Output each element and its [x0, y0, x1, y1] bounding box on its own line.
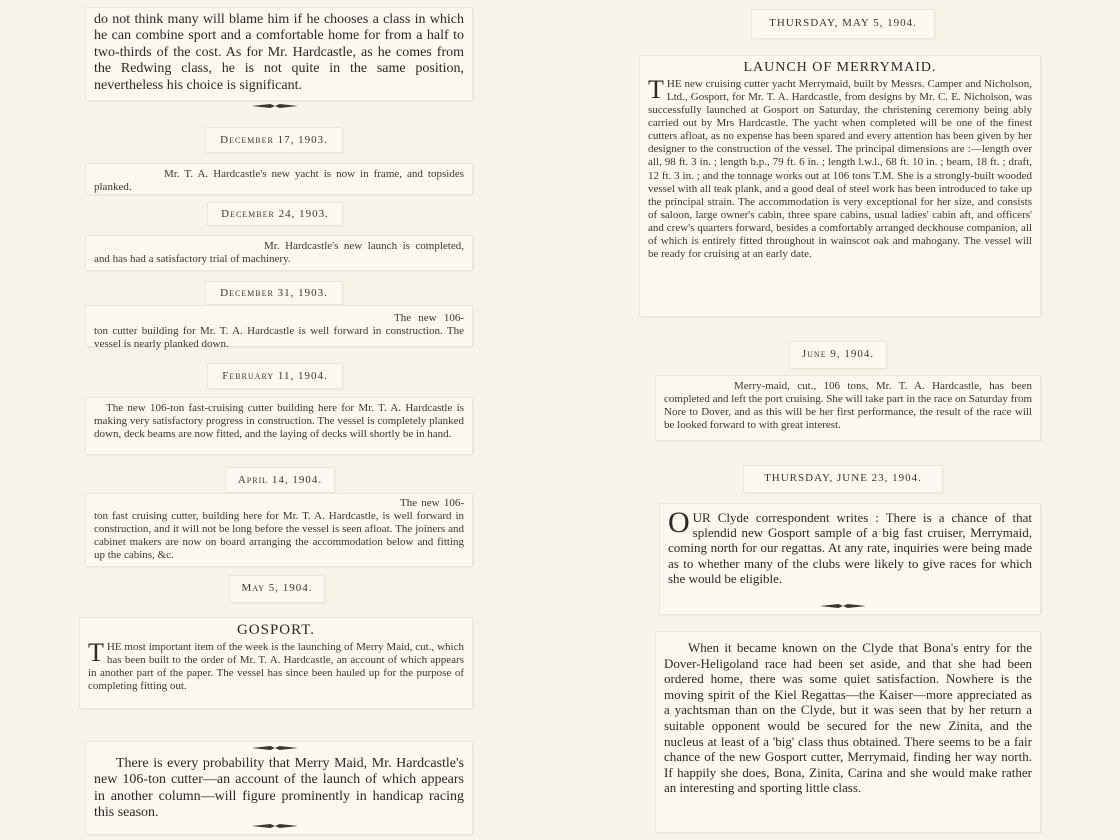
feb11-text: The new 106-ton fast-cruising cutter building here for Mr. T. A. Hardcastle is making very satisfactory progress in construction. The vessel is completely planked down, deck beams are now fitted, and the laying of decks will shortly be in hand. — [94, 402, 464, 440]
clip-dec17 — [86, 164, 472, 194]
clip-date-may5 — [752, 10, 934, 38]
top-paragraph-text: do not think many will blame him if he chooses a class in which he can combine sport and a comfortable home for from a half to two-thirds of the cost. As for Mr. Hardcastle, as he comes from the Redwing class, he is not quite in the same position, nevertheless his choice is significant. — [94, 12, 464, 93]
clip-bona — [656, 632, 1040, 832]
launch-body — [648, 75, 1032, 261]
clyde-text: UR Clyde correspondent writes : There is a chance of that splendid new Gosport sample of a big fast cruiser, Merrymaid, coming north for our regattas. At any rate, inquiries were being made as to whether many of the clubs were likely to give races for which she would be eligible. — [668, 510, 1032, 586]
clyde-dropcap: O — [668, 506, 690, 539]
clip-gosport — [80, 618, 472, 708]
gosport-dropcap: T — [88, 638, 104, 667]
clip-heading-may5 — [230, 576, 324, 602]
ornament-divider — [252, 104, 298, 108]
gosport-title: GOSPORT. — [236, 622, 316, 638]
bona-text: When it became known on the Clyde that Bona's entry for the Dover-Heligoland race had been set aside, and that she had been ordered home, there was some quiet satisfaction. Nowhere is the moving spirit of the Kiel Regattas—the Kaiser—more appreciated as a yachtsman than on the Clyde, but it was seen that by her return a suitable opponent would be secured for the new Zinita, and the nucleus at least of a 'big' class thus obtained. There seems to be a fair chance of the new Gosport cutter, Merrymaid, finding her way north. If happily she does, Bona, Zinita, Carina and she would make rather an interesting and sporting little class. — [664, 640, 1032, 796]
dec31-heading: December 31, 1903. — [220, 287, 328, 299]
clip-dec31 — [86, 306, 472, 350]
dec24-text: Mr. Hardcastle's new launch is completed, and has had a satisfactory trial of machinery. — [94, 240, 464, 265]
date-june9: June 9, 1904. — [801, 348, 875, 360]
dec31-text: The new 106-ton cutter building for Mr. T. A. Hardcastle is well forward in construction. The vessel is nearly planked down. — [94, 312, 464, 350]
dec24-heading: December 24, 1903. — [221, 208, 329, 220]
clip-heading-dec17 — [206, 128, 342, 152]
feb11-heading: February 11, 1904. — [222, 370, 328, 382]
clyde-body — [668, 506, 1032, 586]
apr14-heading: April 14, 1904. — [237, 474, 323, 486]
clip-clyde — [660, 504, 1040, 614]
launch-title: LAUNCH OF MERRYMAID. — [743, 60, 937, 75]
clip-heading-dec24 — [208, 203, 342, 225]
clip-feb11 — [86, 398, 472, 454]
launch-text: HE new cruising cutter yacht Merrymaid, built by Messrs. Camper and Nicholson, Ltd., Gosport, for Mr. T. A. Hardcastle, from designs by Mr. C. E. Nicholson, was successfully launched at Gosport on Saturday, the christening ceremony being ably carried out by Mrs Hardcastle. The yacht when completed will be one of the finest cutters afloat, as no expense has been spared and every attention has been given by her designer to the construction of the vessel. The principal dimensions are :—length over all, 98 ft. 3 in. ; length b.p., 79 ft. 6 in. ; length l.w.l., 68 ft. 10 in. ; beam, 18 ft. ; draft, 12 ft. 3 in. ; and the tonnage works out at 106 tons T.M. She is a strongly-built wooded vessel with all teak plank, and a good deal of steel work has been introduced to take up the principal strain. The accommodation is very exceptional for her size, and consists of saloon, large owner's cabin, three spare cabins, usual ladies' cabin aft, and officers' and crew's quarters forward, besides a comfortably arranged deckhouse companion, all of which is entirely fitted throughout in wainscot oak and mahogany. The vessel will be ready for cruising at an early date. — [648, 78, 1032, 261]
clip-heading-apr14 — [226, 468, 334, 492]
clip-date-june9 — [790, 342, 886, 368]
clip-launch — [640, 56, 1040, 316]
june9-text: Merry-maid, cut., 106 tons, Mr. T. A. Hardcastle, has been completed and left the port cruising. She will take part in the race on Saturday from Nore to Dover, and as this will be her first performance, the result of the race will be looked forward to with great interest. — [664, 380, 1032, 431]
gosport-text: HE most important item of the week is the launching of Merry Maid, cut., which has been built to the order of Mr. T. A. Hardcastle, an account of which appears in another part of the paper. The vessel has since been hauled up for the purpose of completing fitting out. — [88, 641, 464, 692]
clip-dec24 — [86, 236, 472, 270]
bottom-left-text: There is every probability that Merry Maid, Mr. Hardcastle's new 106-ton cutter—an account of the launch of which appears in another column—will figure prominently in handicap racing this season. — [94, 756, 464, 821]
clip-heading-feb11 — [208, 364, 342, 388]
clip-top-paragraph — [86, 8, 472, 100]
clip-date-june23 — [744, 466, 942, 492]
dec17-heading: December 17, 1903. — [220, 134, 328, 146]
apr14-text: The new 106-ton fast cruising cutter, building here for Mr. T. A. Hardcastle, is well forward in construction, and it will not be long before the vessel is seen afloat. The joiners and cabinet makers are now on board arranging the accommodation below and fitting up the cabins, &c. — [94, 497, 464, 561]
dec17-text: Mr. T. A. Hardcastle's new yacht is now in frame, and topsides planked. — [94, 168, 464, 193]
clip-june9 — [656, 376, 1040, 440]
clip-heading-dec31 — [206, 282, 342, 304]
clip-apr14 — [86, 494, 472, 566]
date-june23: THURSDAY, JUNE 23, 1904. — [764, 472, 922, 484]
clip-bottom-left — [86, 742, 472, 834]
may5-heading: May 5, 1904. — [241, 582, 313, 594]
launch-dropcap: T — [648, 75, 664, 104]
date-may5: THURSDAY, MAY 5, 1904. — [769, 17, 917, 29]
gosport-body — [88, 638, 464, 693]
